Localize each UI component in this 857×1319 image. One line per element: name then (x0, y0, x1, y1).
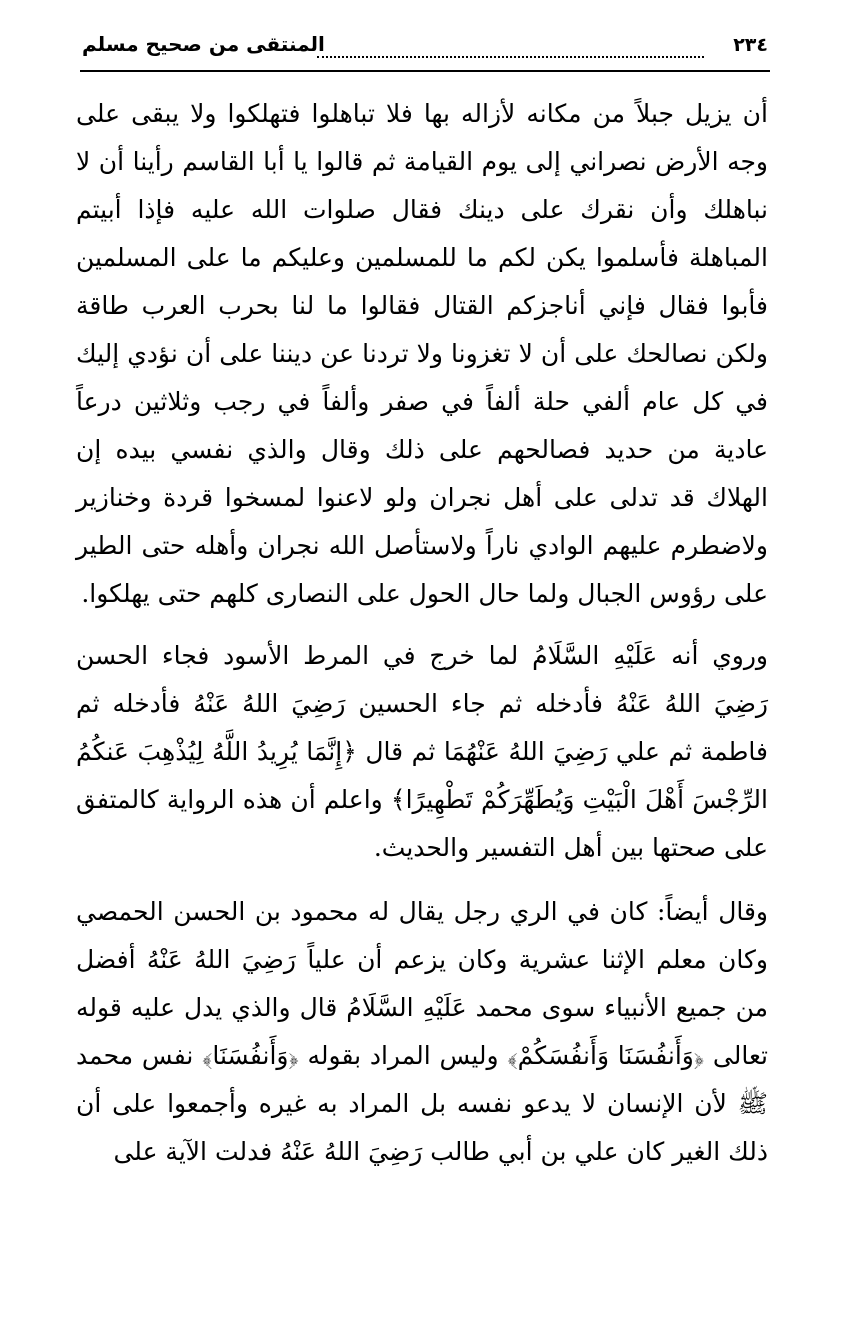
page-number: ٢٣٤ (733, 34, 768, 56)
page-header (82, 30, 768, 68)
paragraph: وروي أنه عَلَيْهِ السَّلَامُ لما خرج في المرط الأسود فجاء الحسن رَضِيَ اللهُ عَنْهُ فأدخله ثم جاء الحسين رَضِيَ اللهُ عَنْهُ فأدخله ثم فاطمة ثم علي رَضِيَ اللهُ عَنْهُمَا ثم قال ﴿إِنَّمَا يُرِيدُ اللَّهُ لِيُذْهِبَ عَنكُمُ الرِّجْسَ أَهْلَ الْبَيْتِ وَيُطَهِّرَكُمْ تَطْهِيرًا﴾ واعلم أن هذه الرواية كالمتفق على صحتها بين أهل التفسير والحديث. (76, 641, 768, 862)
paragraph: وقال أيضاً: كان في الري رجل يقال له محمود بن الحسن الحمصي وكان معلم الإثنا عشرية وكان يزعم أن علياً رَضِيَ اللهُ عَنْهُ أفضل من جميع الأنبياء سوى محمد عَلَيْهِ السَّلَامُ قال والذي يدل عليه قوله تعالى ﴿وَأَنفُسَنَا وَأَنفُسَكُمْ﴾ وليس المراد بقوله ﴿وَأَنفُسَنَا﴾ نفس محمد ﷺ لأن الإنسان لا يدعو نفسه بل المراد به غيره وأجمعوا على أن ذلك الغير كان علي بن أبي طالب رَضِيَ اللهُ عَنْهُ فدلت الآية على (76, 897, 768, 1166)
header-rule (80, 70, 770, 72)
book-title: المنتقى من صحيح مسلم (82, 32, 325, 56)
page-body (76, 90, 768, 1176)
paragraph: أن يزيل جبلاً من مكانه لأزاله بها فلا تباهلوا فتهلكوا ولا يبقى على وجه الأرض نصراني إلى يوم القيامة ثم قالوا يا أبا القاسم رأينا أن لا نباهلك وأن نقرك على دينك فقال صلوات الله عليه فإذا أبيتم المباهلة فأسلموا يكن لكم ما للمسلمين وعليكم ما على المسلمين فأبوا فقال فإني أناجزكم القتال فقالوا ما لنا بحرب العرب طاقة ولكن نصالحك على أن لا تغزونا ولا تردنا عن ديننا على أن نؤدي إليك في كل عام ألفي حلة ألفاً في صفر وألفاً في رجب وثلاثين درعاً عادية من حديد فصالحهم على ذلك وقال والذي نفسي بيده إن الهلاك قد تدلى على أهل نجران ولو لاعنوا لمسخوا قردة وخنازير ولاضطرم عليهم الوادي ناراً ولاستأصل الله نجران وأهله حتى الطير على رؤوس الجبال ولما حال الحول على النصارى كلهم حتى يهلكوا. (76, 99, 768, 608)
header-dot-leader (317, 56, 704, 58)
